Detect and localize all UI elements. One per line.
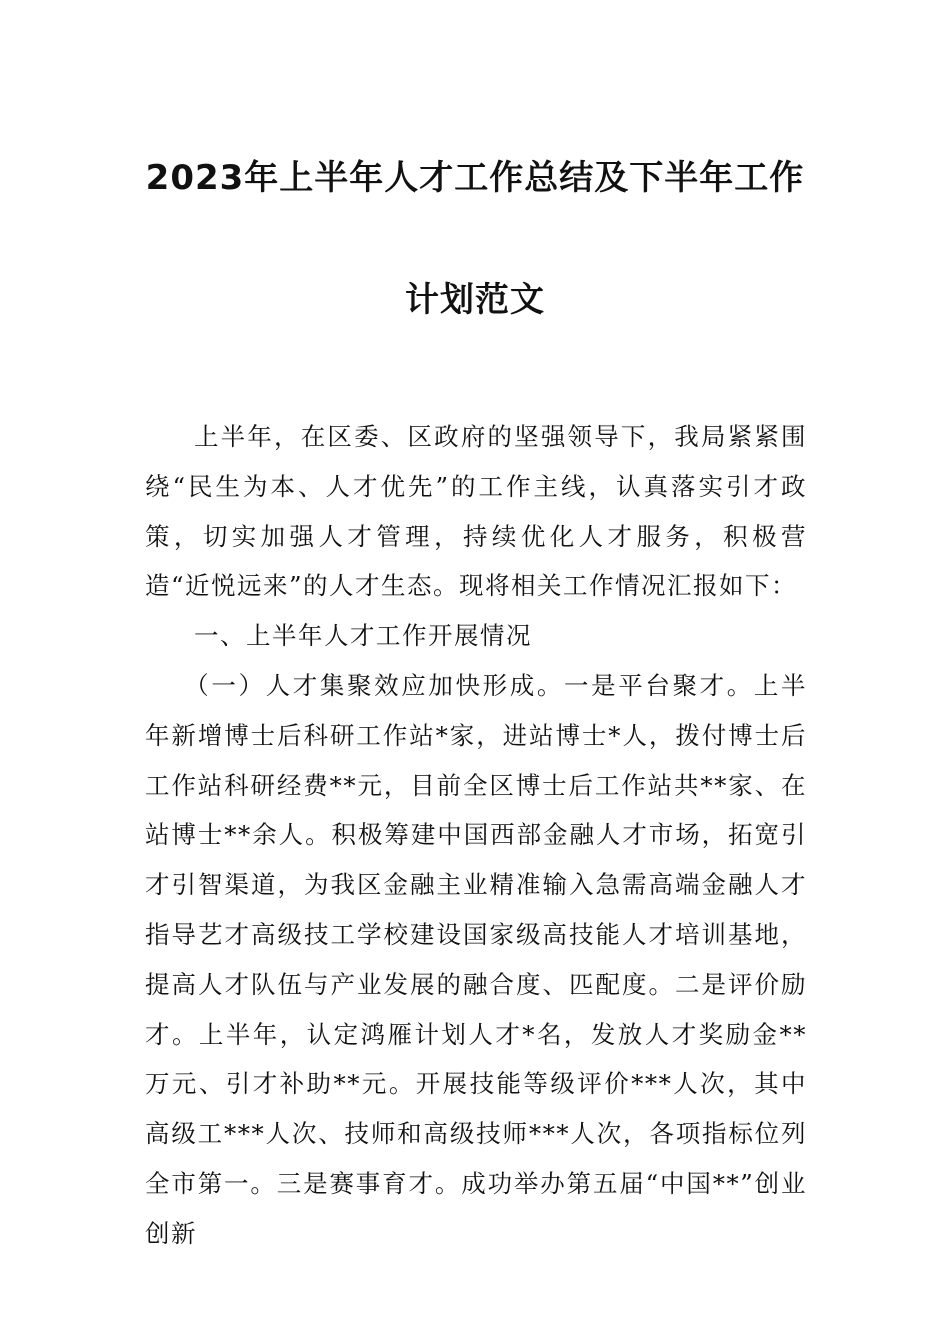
subsection-paragraph-1: （一）人才集聚效应加快形成。一是平台聚才。上半年新增博士后科研工作站*家，进站博士*人，拨付博士后工作站科研经费**元，目前全区博士后工作站共**家、在站博士**余人。积极筹建中国西部金融人才市场，拓宽引才引智渠道，为我区金融主业精准输入急需高端金融人才指导艺才高级技工学校建设国家级高技能人才培训基地，提高人才队伍与产业发展的融合度、匹配度。二是评价励才。上半年，认定鸿雁计划人才*名，发放人才奖励金**万元、引才补助**元。开展技能等级评价***人次，其中高级工***人次、技师和高级技师***人次，各项指标位列全市第一。三是赛事育才。成功举办第五届“中国**”创业创新 [145, 670, 807, 1248]
section-heading-1: 一、上半年人才工作开展情况 [194, 621, 532, 651]
document-title-line-1: 2023年上半年人才工作总结及下半年工作 [145, 158, 805, 198]
document-body [145, 412, 807, 1259]
intro-paragraph: 上半年，在区委、区政府的坚强领导下，我局紧紧围绕“民生为本、人才优先”的工作主线，认真落实引才政策，切实加强人才管理，持续优化人才服务，积极营造“近悦远来”的人才生态。现将相关工作情况汇报如下： [145, 422, 807, 601]
document-title-line-2: 计划范文 [405, 280, 545, 320]
